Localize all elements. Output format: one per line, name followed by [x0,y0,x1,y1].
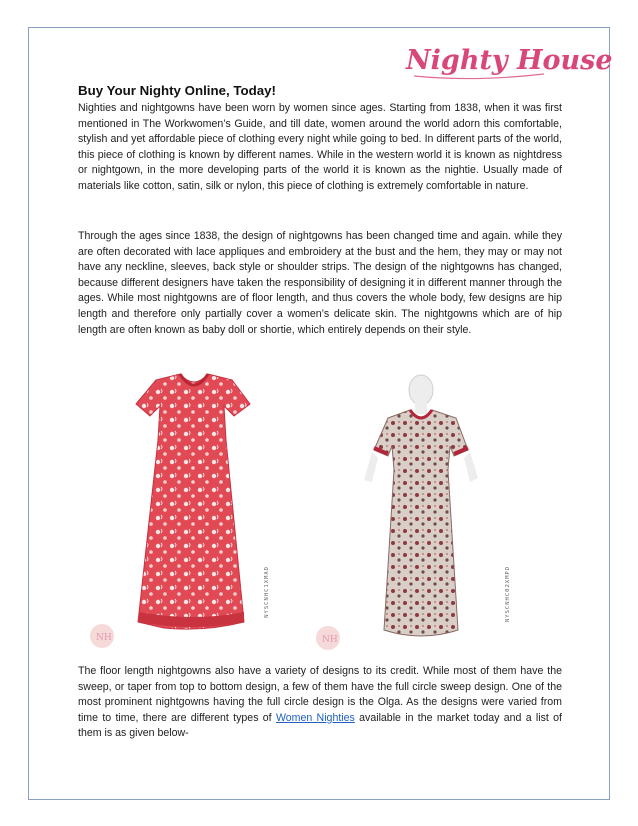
article-title: Buy Your Nighty Online, Today! [78,83,276,98]
product-code-2: NYSCNHC02XMPD [505,566,511,623]
paragraph-floor-length [78,664,562,742]
paragraph-design: Through the ages since 1838, the design of nightgowns has been changed time and again. while they are often decorated with lace appliques and embroidery at the bust and the hem, they may or may not have any neckline, sleeves, back style or shoulder strips. The design of the nightgowns has changed, because different designers have taken the responsibility of designing it in different manner through the ages. While most nightgowns are of floor length, and thus covers the whole body, few designs are hip length and therefore only partially cover a women’s delicate skin. The nightgowns which are of hip length are often known as baby doll or shortie, which entirely depends on their style. [78,230,562,336]
product-code-1: NYSCNHC1XMAD [264,566,270,618]
svg-text:NH: NH [322,635,338,645]
paragraph-text-end: available in the market today and a list of them is as given below- [78,711,562,740]
logo-text: Nighty House [406,45,613,76]
red-nighty-image [84,360,284,658]
svg-text:NH: NH [96,633,112,643]
women-nighties-link[interactable]: Women Nighties [275,711,355,724]
paragraph-history: Nighties and nightgowns have been worn by women since ages. Starting from 1838, when it was first mentioned in The Workwomen’s Guide, and till date, women around the world adorn this comfortable, stylish and yet affordable piece of clothing every night while going to bed. In different parts of the world, this piece of clothing is known by different names. While in the western world it is known as nightdress or nightgown, in the more developing parts of the world it is known as the nightie. Usually made of materials like cotton, satin, silk or nylon, this piece of clothing is extremely comfortable in nature. [78,102,562,192]
nighty-house-logo [404,36,613,84]
brown-nighty-image [318,360,528,658]
paragraph-text-start: The floor length nightgowns also have a variety of designs to its credit. While most of them have the sweep, or taper from top to bottom design, a few of them have the full circle sweep design. One of the most prominent nightgowns having the full circle design is the Olga. As the designs were varied from time to time, there are different types of [78,665,562,724]
